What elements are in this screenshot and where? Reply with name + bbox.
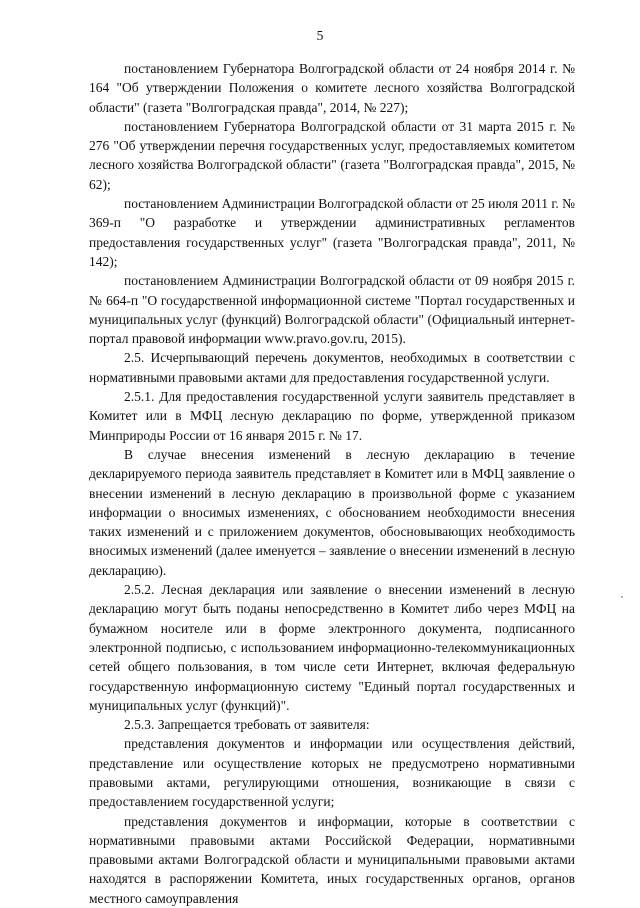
paragraph-decree-2011-369p: постановлением Администрации Волгоградской области от 25 июля 2011 г. № 369-п "О разработке и утверждении административных регламентов предоставления государственных услуг" (газета "Волгоградская правда", 2011, № 142); xyxy=(89,196,575,269)
page-number: 5 xyxy=(316,28,324,43)
section-2-5-3: 2.5.3. Запрещается требовать от заявителя: xyxy=(124,717,370,733)
paragraph-decree-2014-164: постановлением Губернатора Волгоградской области от 24 ноября 2014 г. № 164 "Об утверждении Положения о комитете лесного хозяйства Волгоградской области" (газета "Волгоградская правда", 2014, № 227); xyxy=(89,61,575,115)
section-2-5-1: 2.5.1. Для предоставления государственной услуги заявитель представляет в Комитет или в МФЦ лесную декларацию по форме, утвержденной приказом Минприроды России от 16 января 2015 г. № 17. xyxy=(89,389,575,443)
section-2-5-heading: 2.5. Исчерпывающий перечень документов, необходимых в соответствии с нормативными правовыми актами для предоставления государственной услуги. xyxy=(89,350,575,385)
paragraph-declaration-changes: В случае внесения изменений в лесную декларацию в течение декларируемого периода заявитель представляет в Комитет или в МФЦ заявление о внесении изменений в лесную декларацию в произвольной форме с указанием информации о вносимых изменениях, с обоснованием необходимости внесения таких изменений и с приложением документов, обосновывающих необходимость вносимых изменений (далее именуется – заявление о внесении изменений в лесную декларацию). xyxy=(89,446,575,578)
paragraph-prohibited-information: представления документов и информации, которые в соответствии с нормативными правовыми актами Российской Федерации, нормативными правовыми актами Волгоградской области и муниципальными правовыми актами находятся в распоряжении Комитета, иных государственных органов, органов местного самоуправления xyxy=(89,813,575,906)
paragraph-decree-2015-276: постановлением Губернатора Волгоградской области от 31 марта 2015 г. № 276 "Об утверждении перечня государственных услуг, предоставляемых комитетом лесного хозяйства Волгоградской области" (газета "Волгоградская правда", 2015, № 62); xyxy=(89,118,575,192)
paragraph-prohibited-documents: представления документов и информации или осуществления действий, представление или осуществление которых не предусмотрено нормативными правовыми актами, регулирующими отношения, возникающие в связи с предоставлением государственной услуги; xyxy=(89,736,575,810)
document-body xyxy=(89,59,575,908)
scan-dot xyxy=(621,596,623,598)
section-2-5-2: 2.5.2. Лесная декларация или заявление о внесении изменений в лесную декларацию могут быть поданы непосредственно в Комитет либо через МФЦ на бумажном носителе или в форме электронного документа, подписанного электронной подписью, с использованием информационно-телекоммуникационных сетей общего пользования, в том числе сети Интернет, включая федеральную государственную информационную систему "Единый портал государственных и муниципальных услуг (функций)". xyxy=(89,582,575,713)
paragraph-decree-2015-664p: постановлением Администрации Волгоградской области от 09 ноября 2015 г. № 664-п "О государственной информационной системе "Портал государственных и муниципальных услуг (функций) Волгоградской области" (Официальный интернет-портал правовой информации www.pravo.gov.ru, 2015). xyxy=(89,273,575,347)
